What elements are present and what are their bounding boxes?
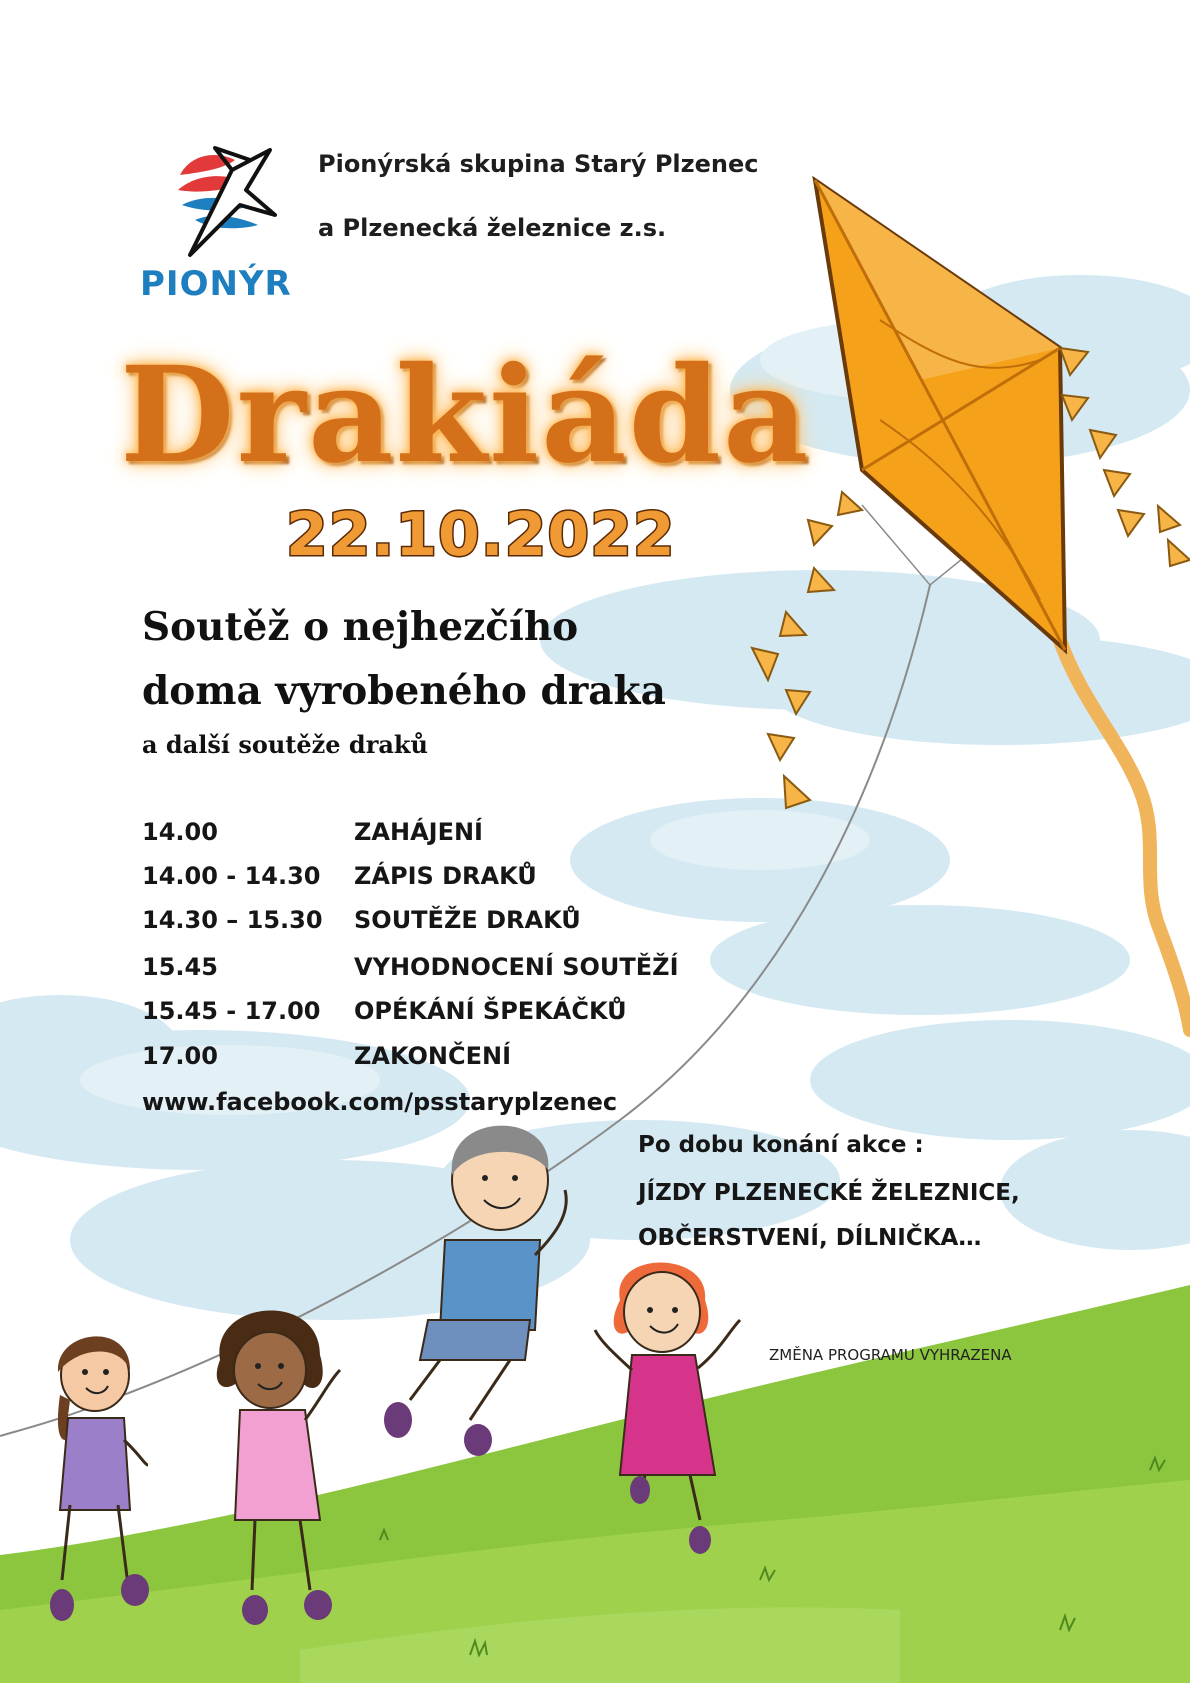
- headline-line-1: Soutěž o nejhezčího: [142, 604, 579, 650]
- extras-line-2: OBČERSTVENÍ, DÍLNIČKA…: [638, 1225, 982, 1251]
- schedule-time: 14.00: [142, 818, 218, 846]
- logo-wordmark: PIONÝR: [140, 264, 292, 304]
- schedule-activity: SOUTĚŽE DRAKŮ: [354, 906, 581, 934]
- headline-line-2: doma vyrobeného draka: [142, 668, 666, 714]
- schedule-time: 14.30 – 15.30: [142, 906, 323, 934]
- schedule-time: 14.00 - 14.30: [142, 862, 321, 890]
- facebook-link[interactable]: www.facebook.com/psstaryplzenec: [142, 1088, 618, 1116]
- schedule-time: 17.00: [142, 1042, 218, 1070]
- extras-intro: Po dobu konání akce :: [638, 1132, 924, 1158]
- extras-line-1: JÍZDY PLZENECKÉ ŽELEZNICE,: [638, 1180, 1020, 1206]
- schedule-activity: ZAHÁJENÍ: [354, 818, 483, 846]
- schedule-activity: ZAKONČENÍ: [354, 1042, 512, 1070]
- program-change-note: ZMĚNA PROGRAMU VYHRAZENA: [769, 1346, 1012, 1364]
- event-date: 22.10.2022: [286, 500, 676, 570]
- organizer-line-1: Pionýrská skupina Starý Plzenec: [318, 150, 759, 178]
- organizer-line-2: a Plzenecká železnice z.s.: [318, 214, 667, 242]
- headline-line-3: a další soutěže draků: [142, 730, 428, 759]
- event-title: Drakiáda: [120, 338, 811, 493]
- schedule-activity: ZÁPIS DRAKŮ: [354, 862, 537, 890]
- schedule-activity: OPÉKÁNÍ ŠPEKÁČKŮ: [354, 997, 627, 1025]
- schedule-activity: VYHODNOCENÍ SOUTĚŽÍ: [354, 953, 679, 981]
- schedule-time: 15.45: [142, 953, 218, 981]
- schedule-time: 15.45 - 17.00: [142, 997, 321, 1025]
- pionyr-logo-icon: [178, 148, 275, 255]
